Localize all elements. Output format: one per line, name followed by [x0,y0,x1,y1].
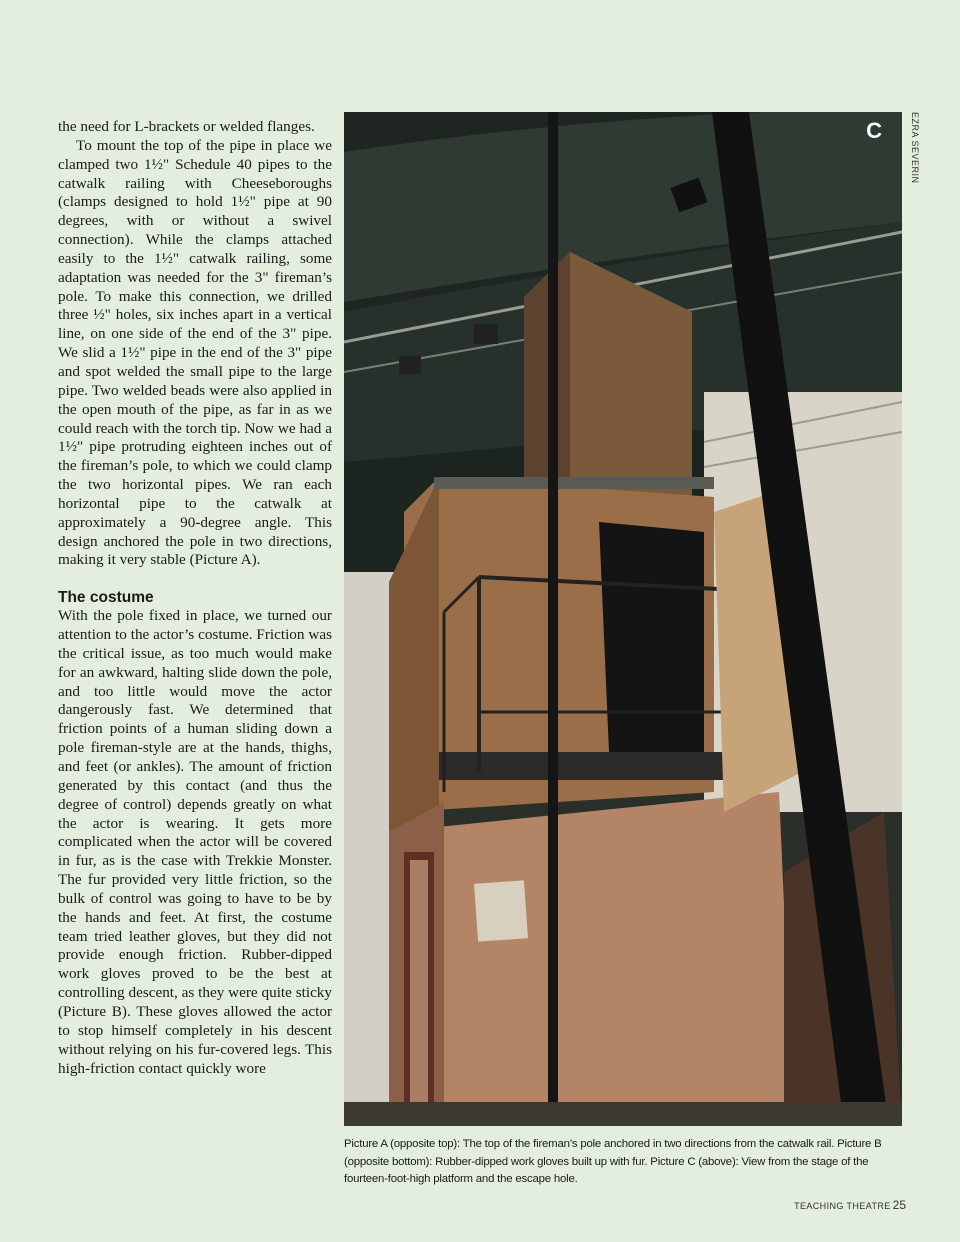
article-column [58,118,332,1078]
article-paragraph: To mount the top of the pipe in place we clamped two 1½" Schedule 40 pipes to the catwalk railing with Cheeseboroughs (clamps designed to hold 1½" pipe at 90 degrees, with or without a swivel connection). While the clamps attached easily to the 1½" catwalk railing, some adaptation was needed for the 3" fireman’s pole. To make this connection, we drilled three ½" holes, six inches apart in a vertical line, on one side of the end of the 3" pipe. We slid a 1½" pipe in the end of the 3" pipe and spot welded the small pipe to the large pipe. Two welded beads were also applied in the open mouth of the pipe, as far in as we could reach with the torch tip. Now we had a 1½" pipe protruding eighteen inches out of the fireman’s pole, to which we could clamp the two horizontal pipes. We ran each horizontal pipe to the catwalk at approximately a 90-degree angle. This design anchored the pole in two directions, making it very stable (Picture A). [58,136,332,569]
magazine-name: TEACHING THEATRE [794,1201,891,1211]
photo-caption: Picture A (opposite top): The top of the fireman’s pole anchored in two directions from the catwalk rail. Picture B (opposite bottom): Rubber-dipped work gloves built up with fur. Picture C (above): View from the stage of the fourteen-foot-high platform and the escape hole. [344,1138,882,1185]
article-paragraph: the need for L-brackets or welded flanges. [58,118,315,135]
article-paragraph: With the pole fixed in place, we turned our attention to the actor’s costume. Friction was the critical issue, as too much would make for an awkward, halting slide down the pole, and too little would move the actor dangerously fast. We determined that friction points of a human sliding down a pole fireman-style are at the hands, thighs, and feet (or ankles). The amount of friction generated by this contact (and thus the degree of control) depends greatly on what the actor is wearing. It gets more complicated when the actor will be covered in fur, as is the case with Trekkie Monster. The fur provided very little friction, so the bulk of control was going to have to be by the hands and feet. At first, the costume team tried leather gloves, but they did not provide enough friction. Rubber-dipped work gloves proved to be the best at controlling descent, as they were quite sticky (Picture B). These gloves allowed the actor to stop himself completely in his descent without relying on his fur-covered legs. This high-friction contact quickly wore [58,607,332,1077]
photo-label: C [866,118,882,143]
page-number: 25 [892,1198,906,1212]
stage-platform-photo [344,112,902,1126]
section-heading: The costume [58,589,154,607]
photo-credit: EZRA SEVERIN [910,112,920,184]
page-footer [794,1196,906,1214]
